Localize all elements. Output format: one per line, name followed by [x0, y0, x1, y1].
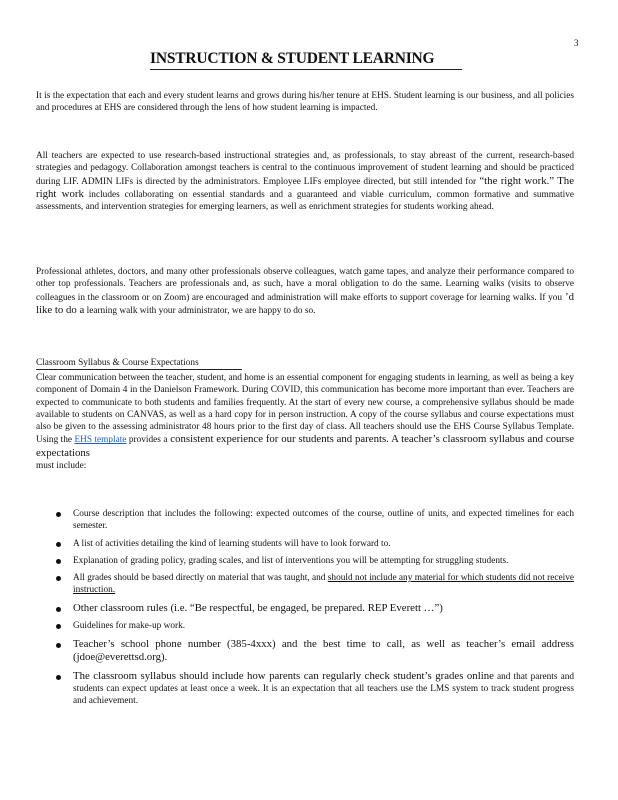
list-item-text: Explanation of grading policy, grading scales, and list of interventions you will be attempting for struggling students. [73, 555, 509, 566]
paragraph-communication [36, 372, 574, 472]
right-work-emphasis: “the right work.” The right work [36, 174, 574, 200]
paragraph-research-text-end: includes collaborating on essential standards and a guaranteed and viable curriculum, common formative and summative assessments, and intervention strategies for emerging learners, as well as enrichment strategies for students working ahead. [36, 189, 574, 213]
list-item-text: All grades should be based directly on material that was taught, and [73, 573, 328, 584]
syllabus-requirements-list [56, 508, 574, 712]
list-item-text: The classroom syllabus should include how parents can regularly check student’s grades online [73, 669, 494, 682]
bullet-icon [56, 643, 61, 648]
paragraph-communication-text: Clear communication between the teacher, student, and home is an essential component for engaging students in learning, as well as being a key component of Domain 4 in the Danielson Framework. During COVID, this communication has become more important than ever. Teachers are expected to communicate to both students and families frequently. At the start of every new course, a comprehensive syllabus should be made available to students on CANVAS, as well as a hard copy for in person instruction. A copy of the course syllabus and course expectations must also be given to the assessing administrator 48 hours prior to the first day of class. All teachers should use the EHS Course Syllabus Template. Using the [36, 373, 574, 446]
paragraph-research-strategies [36, 150, 574, 213]
walks-emphasis: ’d like to do a [36, 290, 574, 316]
paragraph-learning-walks [36, 266, 574, 317]
list-item-text: A list of activities detailing the kind of learning students will have to look forward to. [73, 538, 391, 549]
section-heading-syllabus: Classroom Syllabus & Course Expectations [36, 357, 242, 370]
paragraph-walks-text-end: learning walk with your administrator, we are happy to do so. [84, 305, 316, 316]
bullet-icon [56, 576, 61, 581]
list-item-text: Course description that includes the following: expected outcomes of the course, outline of units, and expected timelines for each semester. [73, 509, 574, 532]
page-title: INSTRUCTION & STUDENT LEARNING [150, 50, 462, 70]
bullet-icon [56, 607, 61, 612]
bullet-icon [56, 675, 61, 680]
paragraph-communication-end: must include: [36, 461, 87, 472]
list-item-text: Other classroom rules (i.e. “Be respectful, be engaged, be prepared. REP Everett …”) [73, 601, 443, 614]
paragraph-walks-text: Professional athletes, doctors, and many other professionals observe colleagues, watch game tapes, and analyze their performance compared to other top professionals. Teachers are professionals and, as such, have a moral obligation to do the same. Learning walks (visits to observe colleagues in the classroom or on Zoom) are encouraged and administration will make efforts to support coverage for learning walks. If you [36, 267, 574, 303]
list-item [56, 572, 574, 597]
list-item-underlined-text: should not include any material for which students did not receive instruction. [73, 573, 574, 596]
paragraph-communication-text-cont: provides a [126, 435, 168, 446]
list-item [56, 670, 574, 708]
list-item-text: Guidelines for make-up work. [73, 621, 186, 632]
paragraph-intro: It is the expectation that each and every student learns and grows during his/her tenure at EHS. Student learning is our business, and all policies and procedures at EHS are considered through the lens of how student learning is impacted. [36, 91, 574, 114]
list-item [56, 538, 574, 550]
list-item [56, 620, 574, 632]
list-item [56, 602, 574, 616]
bullet-icon [56, 559, 61, 564]
list-item-text: Teacher’s school phone number (385-4xxx) and the best time to call, as well as teacher’s email address (jdoe@everettsd.org). [73, 637, 574, 664]
bullet-icon [56, 512, 61, 517]
page-number: 3 [574, 38, 579, 48]
list-item [56, 638, 574, 665]
list-item-text-cont: and that parents and students can expect updates at least once a week. It is an expectation that all teachers use the LMS system to track student progress and achievement. [73, 671, 574, 707]
ehs-template-link[interactable]: EHS template [74, 435, 127, 446]
paragraph-communication-emphasis: consistent experience for our students and parents. A teacher’s classroom syllabus and course expectations [36, 433, 575, 459]
list-item [56, 555, 574, 567]
bullet-icon [56, 624, 61, 629]
list-item [56, 508, 574, 533]
bullet-icon [56, 542, 61, 547]
paragraph-research-text: All teachers are expected to use research-based instructional strategies and, as professionals, to stay abreast of the current, research-based strategies and pedagogy. Collaboration amongst teachers is central to the continuous improvement of student learning and should be practiced during LIF. ADMIN LIFs is directed by the administrators. Employee LIFs employee directed, but still intended for [36, 151, 574, 187]
